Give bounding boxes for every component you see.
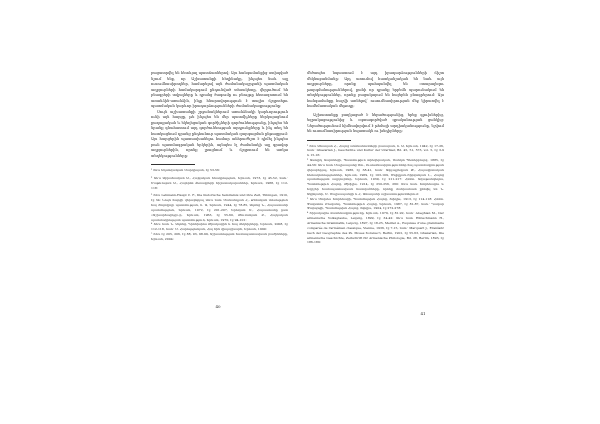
left-footnotes (151, 168, 288, 242)
left-footnote-5: ⁵ Տե՛ս էջ 205, 206, էջ 88, 93, 98-99, Աշխատության համապատասխան բաժինները, Երևան, 2004: (151, 232, 288, 241)
right-page-number: 41 (420, 311, 426, 316)
left-footnote-3: ³ Տե՛ս Lehmann-Haupt C. F., Die historische Semiramis und ihre Zeit, Tübingen, 1910, էջ 34: Նույն հարցի վերաբերյալ տե՛ս նաև Մանանդյան Հ., Քննական տեսություն հայ ժողովրդի պատմության, հ. Ա, Երևան, 1944, էջ 78-85, Ադոնց Ն., Հայաստանի պատմություն, Երևան, 1972, էջ 201-207, Երեմյան Ս., Հայաստանը ըստ «Աշխարհացոյց»-ի, Երևան, 1963, էջ 55-60, Թումանյան Բ., Հայկական պատմագրության պատմություն, Երևան, 1970, էջ 94-101: (151, 193, 288, 222)
right-body-paragraph-1: մեծապես նպաստում է այդ իրադարձությունների ճիշտ մեկնաբանմանը: Այդ առումով հատկանշական են նաև այն աղբյուրները, որոնք պահպանվել են օտարալեզու թարգմանություններով, քանի որ դրանք երբեմն պարունակում են տեղեկություններ, որոնք բացակայում են հայերեն բնագրերում: Այս հանգամանքը հաշվի առնելով՝ ուսումնասիրության մեջ կիրառվել է համեմատական մեթոդը: (307, 71, 444, 108)
right-page (300, 0, 600, 424)
left-footnote-rule (151, 164, 195, 165)
left-page-number: 40 (215, 304, 221, 309)
right-page-column (307, 71, 444, 245)
right-footnote-rule (307, 140, 351, 141)
right-footnote-2: ² Ասողիկ Տարոնեցի, Պատմութիւն տիեզերական, Սանկտ Պետերբուրգ, 1885, էջ 44-56: Տե՛ս նաև Մալխասյանց Ստ., Ուսումնասիրություններ հայ պատմագրության վերաբերյալ, Երևան, 1986, էջ 38-41, նաև՝ Ավդալբեգյան Թ., Հայագիտական հետազոտություններ, Երևան, 1969, էջ 103-109, Մելիքյան-Շիրվանյան Լ., Հայոց պատմության աղբյուրներ, Երևան, 1939, էջ 211-217: Հմմտ. Ագաթանգեղոս, Պատմութիւն Հայոց, Թիֆլիս, 1914, էջ 250-256, 260: Տե՛ս նաև Խորենացու և Եղիշեի համապատասխան հատվածները, որոնք մանրամասն քննվել են Ն. Ակինյանի, Ս. Մալխասյանցի և Հ. Աճառյանի աշխատություններում: (307, 158, 444, 196)
right-footnote-3: ³ Տե՛ս Մովսես Խորենացի, Պատմութիւն Հայոց, Տփղիս, 1913, էջ 114-118: Հմմտ. Փավստոս Բուզանդ, Պատմութիւն Հայոց, Երևան, 1987, էջ 81-87, նաև՝ Ղազար Փարպեցի, Պատմութիւն Հայոց, Տփղիս, 1904, էջ 272-278: (307, 196, 444, 211)
right-footnote-4: ⁴ Շիրակացու մատենագրությունը, Երևան, 1979, էջ 81-92, նաև՝ Abeghian M., Der armenische Volksglaube, Leipzig, 1899, էջ 34-42: Տե՛ս նաև Hübschmann H., Armenische Grammatik, Leipzig, 1897, էջ 18-25, Meillet A., Esquisse d'une grammaire comparée de l'arménien classique, Vienne, 1936, էջ 7-15, նաև՝ Marquart J., Eranšahr nach der Geographie des Ps. Moses Xorenac'i, Berlin, 1901, էջ 55-63, Ghazarian, Die armenische Geschichte, Zeitschrift für Armenische Philologie, Bd. 28, Berlin, 1893, էջ 186-189: (307, 211, 444, 245)
left-footnote-1: ¹ Տե՛ս Աղանգանյան Սարգիսյան, էջ 53-56: (151, 168, 220, 172)
right-body-paragraph-2: Աշխատանքը բաղկացած է ներածությունից, երեք գլուխներից, եզրակացությունից և օգտագործված գրականության ցանկից: Ներածությունում հիմնավորվում է թեմայի արդիականությունը, նշվում են ուսումնասիրության նպատակն ու խնդիրները: (307, 112, 444, 133)
left-page-column (151, 71, 288, 242)
left-footnote-4: ⁴ Տե՛ս նաև Ն. Ադոնց, Դիոնիսիոս Թրակացին և հայ մեկնիչները, Երևան, 2008, էջ 112-118, նաև՝ Ս. Հարությունյան, Հայ հին վիպաշխարհ, Երևան, 1999: (151, 222, 288, 232)
left-body-paragraph-2: Սույն աշխատանքի շրջանակներում առանձնակի կարևորություն ունի այն հարցը, թե ինչպես են մեր պատմիչները ներկայացնում քաղաքական և եկեղեցական գործիչների գործունեությունը, ինչպես են նրանք գնահատում այդ գործունեության արդյունքները և ինչ տեղ են հատկացնում դրանց ընդհանուր պատմական զարգացման ընթացքում: Այս հարցերին պատասխանելու համար անհրաժեշտ է դիմել ինչպես բուն պատմագրական երկերին, այնպես էլ ժամանակի այլ գրավոր աղբյուրներին, որոնք լրացնում և ճշգրտում են առկա տեղեկությունները: (151, 109, 288, 158)
left-body-paragraph-1: բացատրվել են հետևյալ պատճառներով: Այս հանգամանքից ստիպված նշում ենք, որ Աշխատանքի հեղինակը, ինչպես նաև այլ ուսումնասիրողներ, համարելով այն ժամանակաշրջանի պատմական աղբյուրների համակարգում ընդունված տեսակետը, վերլուծում են բնագրերի տվյալները և դրանց ծագումը ու բնույթը հետազոտում են առանձին-առանձին, ինչը հնարավորություն է տալիս ճշգրտելու պատմական կարևոր իրադարձությունների ժամանակագրությունը: (151, 71, 288, 108)
right-footnote-1: ¹ Տե՛ս Աճառյան Հ., Հայոց անձնանունների բառարան, հ. Ա, Երևան, 1942, էջ 17-26, նաև՝ Ghazarian J., Geschichte und Kultur der Urartäer, Bd. 45, 51, 573, vol. 5, էջ 3-9 և 15-16: (307, 143, 444, 158)
right-footnotes (307, 144, 444, 246)
left-footnote-2: ² Տե՛ս Աբրահամյան Ա., Հայկական հնագրություն, Երևան, 1973, էջ 45-52, նաև՝ Մաթևոսյան Ա., Հայերեն ձեռագրերի հիշատակարաններ, Երևան, 1988, էջ 112-118: (151, 175, 288, 190)
